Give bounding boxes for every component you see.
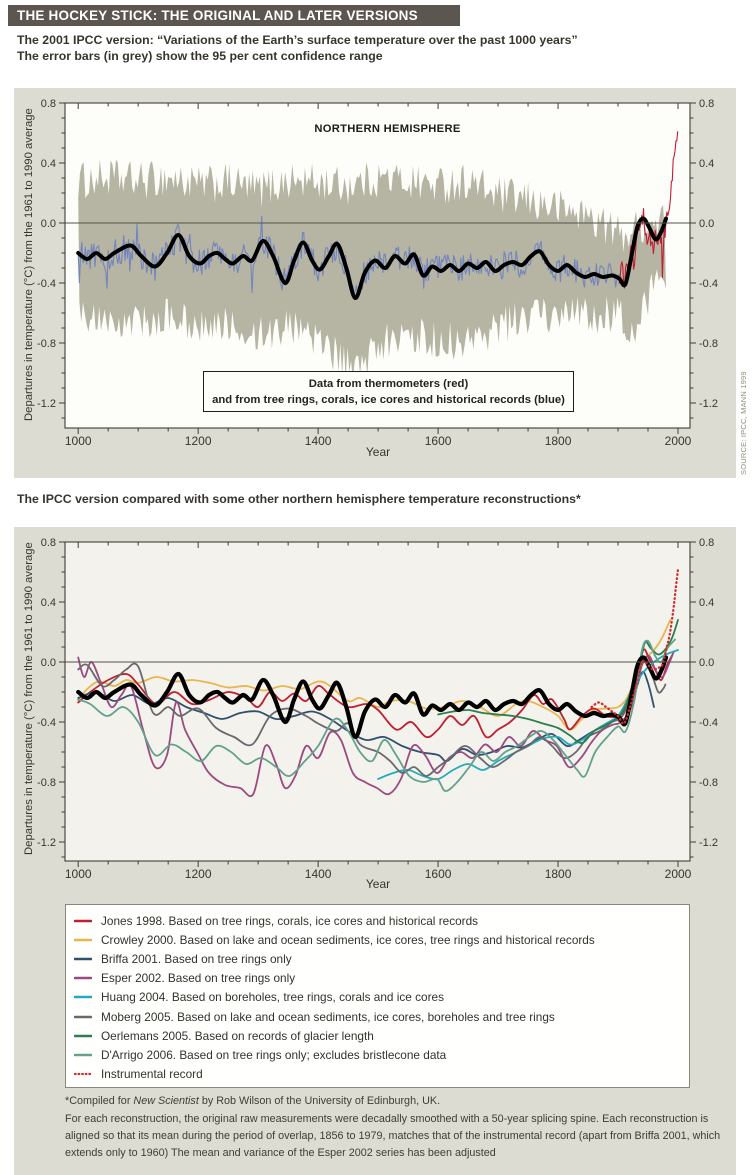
footnote-magazine-name: New Scientist	[133, 1095, 199, 1107]
legend-color-swatch	[74, 1051, 92, 1059]
footnote-compiled-suffix: by Rob Wilson of the University of Edinburgh, UK.	[198, 1095, 441, 1107]
legend	[65, 904, 690, 1088]
legend-item-label: Instrumental record	[101, 1067, 203, 1082]
x-tick-label: 1800	[544, 867, 572, 881]
y-tick-label-right: 0.4	[699, 597, 715, 609]
legend-item-label: Esper 2002. Based on tree rings only	[101, 971, 296, 986]
y-tick-label-right: 0.8	[699, 537, 715, 549]
subtitle-line-1: The 2001 IPCC version: “Variations of the Earth’s surface temperature over the past 1000 years”	[17, 33, 578, 47]
x-tick-label: 1000	[64, 434, 92, 448]
y-tick-label-right: 0.0	[699, 657, 715, 669]
x-tick-label: 1800	[544, 434, 572, 448]
y-tick-label-right: 0.4	[699, 158, 715, 170]
x-tick-label: 1600	[424, 867, 452, 881]
legend-item-label: Briffa 2001. Based on tree rings only	[101, 951, 292, 966]
legend-item	[74, 930, 689, 949]
y-tick-label-right: -1.2	[699, 398, 718, 410]
x-tick-label: 1200	[184, 867, 212, 881]
x-tick-label: 1400	[304, 434, 332, 448]
annotation-line-1: Data from thermometers (red)	[308, 378, 469, 390]
top-chart-title: NORTHERN HEMISPHERE	[314, 123, 461, 135]
y-tick-label-right: 0.0	[699, 218, 715, 230]
legend-color-swatch	[74, 1070, 92, 1078]
legend-item	[74, 911, 689, 930]
footnote-body: For each reconstruction, the original raw measurements were decadally smoothed with a 50-year splicing spine. Each reconstruction is aligned so that its mean during the period of overlap, 1856 to 1979, matches that of the instrumental record (apart from Briffa 2001, which extends only to 1960) The mean and variance of the Esper 2002 series has been adjusted	[65, 1113, 721, 1159]
x-tick-label: 1600	[424, 434, 452, 448]
legend-item	[74, 1065, 689, 1084]
y-tick-label-left: -1.2	[37, 837, 56, 849]
subtitle-line-2: The error bars (in grey) show the 95 per cent confidence range	[17, 49, 383, 63]
y-tick-label-left: 0.0	[40, 657, 56, 669]
chart-1	[37, 537, 718, 881]
legend-color-swatch	[74, 936, 92, 944]
y-tick-label-left: -0.8	[37, 338, 56, 350]
legend-item	[74, 969, 689, 988]
legend-color-swatch	[74, 917, 92, 925]
y-tick-label-right: -0.8	[699, 338, 718, 350]
legend-item-label: Moberg 2005. Based on lake and ocean sediments, ice cores, boreholes and tree rings	[101, 1009, 555, 1024]
source-credit: SOURCE: IPCC, MANN 1999	[739, 371, 748, 475]
y-tick-label-left: 0.8	[40, 98, 56, 110]
legend-item-label: Huang 2004. Based on boreholes, tree rings, corals and ice cores	[101, 990, 444, 1005]
x-tick-label: 1000	[64, 867, 92, 881]
y-tick-label-right: -0.8	[699, 777, 718, 789]
page-title: THE HOCKEY STICK: THE ORIGINAL AND LATER VERSIONS	[8, 5, 460, 26]
legend-item-label: D'Arrigo 2006. Based on tree rings only; excludes bristlecone data	[101, 1047, 447, 1062]
legend-item-label: Jones 1998. Based on tree rings, corals, ice cores and historical records	[101, 913, 479, 928]
section2-title: The IPCC version compared with some other northern hemisphere temperature reconstructions*	[17, 492, 581, 506]
x-tick-label: 2000	[664, 434, 692, 448]
y-tick-label-left: 0.4	[40, 597, 56, 609]
y-tick-label-left: -0.4	[37, 278, 56, 290]
y-tick-label-right: -0.4	[699, 278, 718, 290]
bottom-chart-y-axis-label: Departures in temperature (°C) from the 1961 to 1990 average	[23, 542, 35, 856]
y-tick-label-left: -0.8	[37, 777, 56, 789]
legend-item-label: Crowley 2000. Based on lake and ocean sediments, ice cores, tree rings and historical records	[101, 932, 595, 947]
legend-item	[74, 1045, 689, 1064]
legend-color-swatch	[74, 993, 92, 1001]
legend-color-swatch	[74, 974, 92, 982]
y-tick-label-right: -0.4	[699, 717, 718, 729]
y-tick-label-left: 0.0	[40, 218, 56, 230]
bottom-chart-x-axis-label: Year	[365, 877, 391, 891]
annotation-box	[203, 371, 574, 412]
legend-color-swatch	[74, 1013, 92, 1021]
y-tick-label-left: 0.8	[40, 537, 56, 549]
legend-item-label: Oerlemans 2005. Based on records of glacier length	[101, 1028, 374, 1043]
top-chart-x-axis-label: Year	[365, 445, 391, 459]
legend-color-swatch	[74, 955, 92, 963]
footnote-compiled-line	[65, 1095, 741, 1107]
annotation-line-2: and from tree rings, corals, ice cores and historical records (blue)	[212, 394, 565, 406]
x-tick-label: 2000	[664, 867, 692, 881]
footnote-compiled-prefix: *Compiled for	[65, 1095, 134, 1107]
y-tick-label-left: -1.2	[37, 398, 56, 410]
x-tick-label: 1200	[184, 434, 212, 448]
legend-item	[74, 1007, 689, 1026]
y-tick-label-right: 0.8	[699, 98, 715, 110]
x-tick-label: 1400	[304, 867, 332, 881]
y-tick-label-left: 0.4	[40, 158, 56, 170]
legend-item	[74, 988, 689, 1007]
legend-item	[74, 949, 689, 968]
y-tick-label-right: -1.2	[699, 837, 718, 849]
y-tick-label-left: -0.4	[37, 717, 56, 729]
top-chart-y-axis-label: Departures in temperature (°C) from the 1961 to 1990 average	[23, 108, 35, 422]
legend-color-swatch	[74, 1032, 92, 1040]
legend-item	[74, 1026, 689, 1045]
